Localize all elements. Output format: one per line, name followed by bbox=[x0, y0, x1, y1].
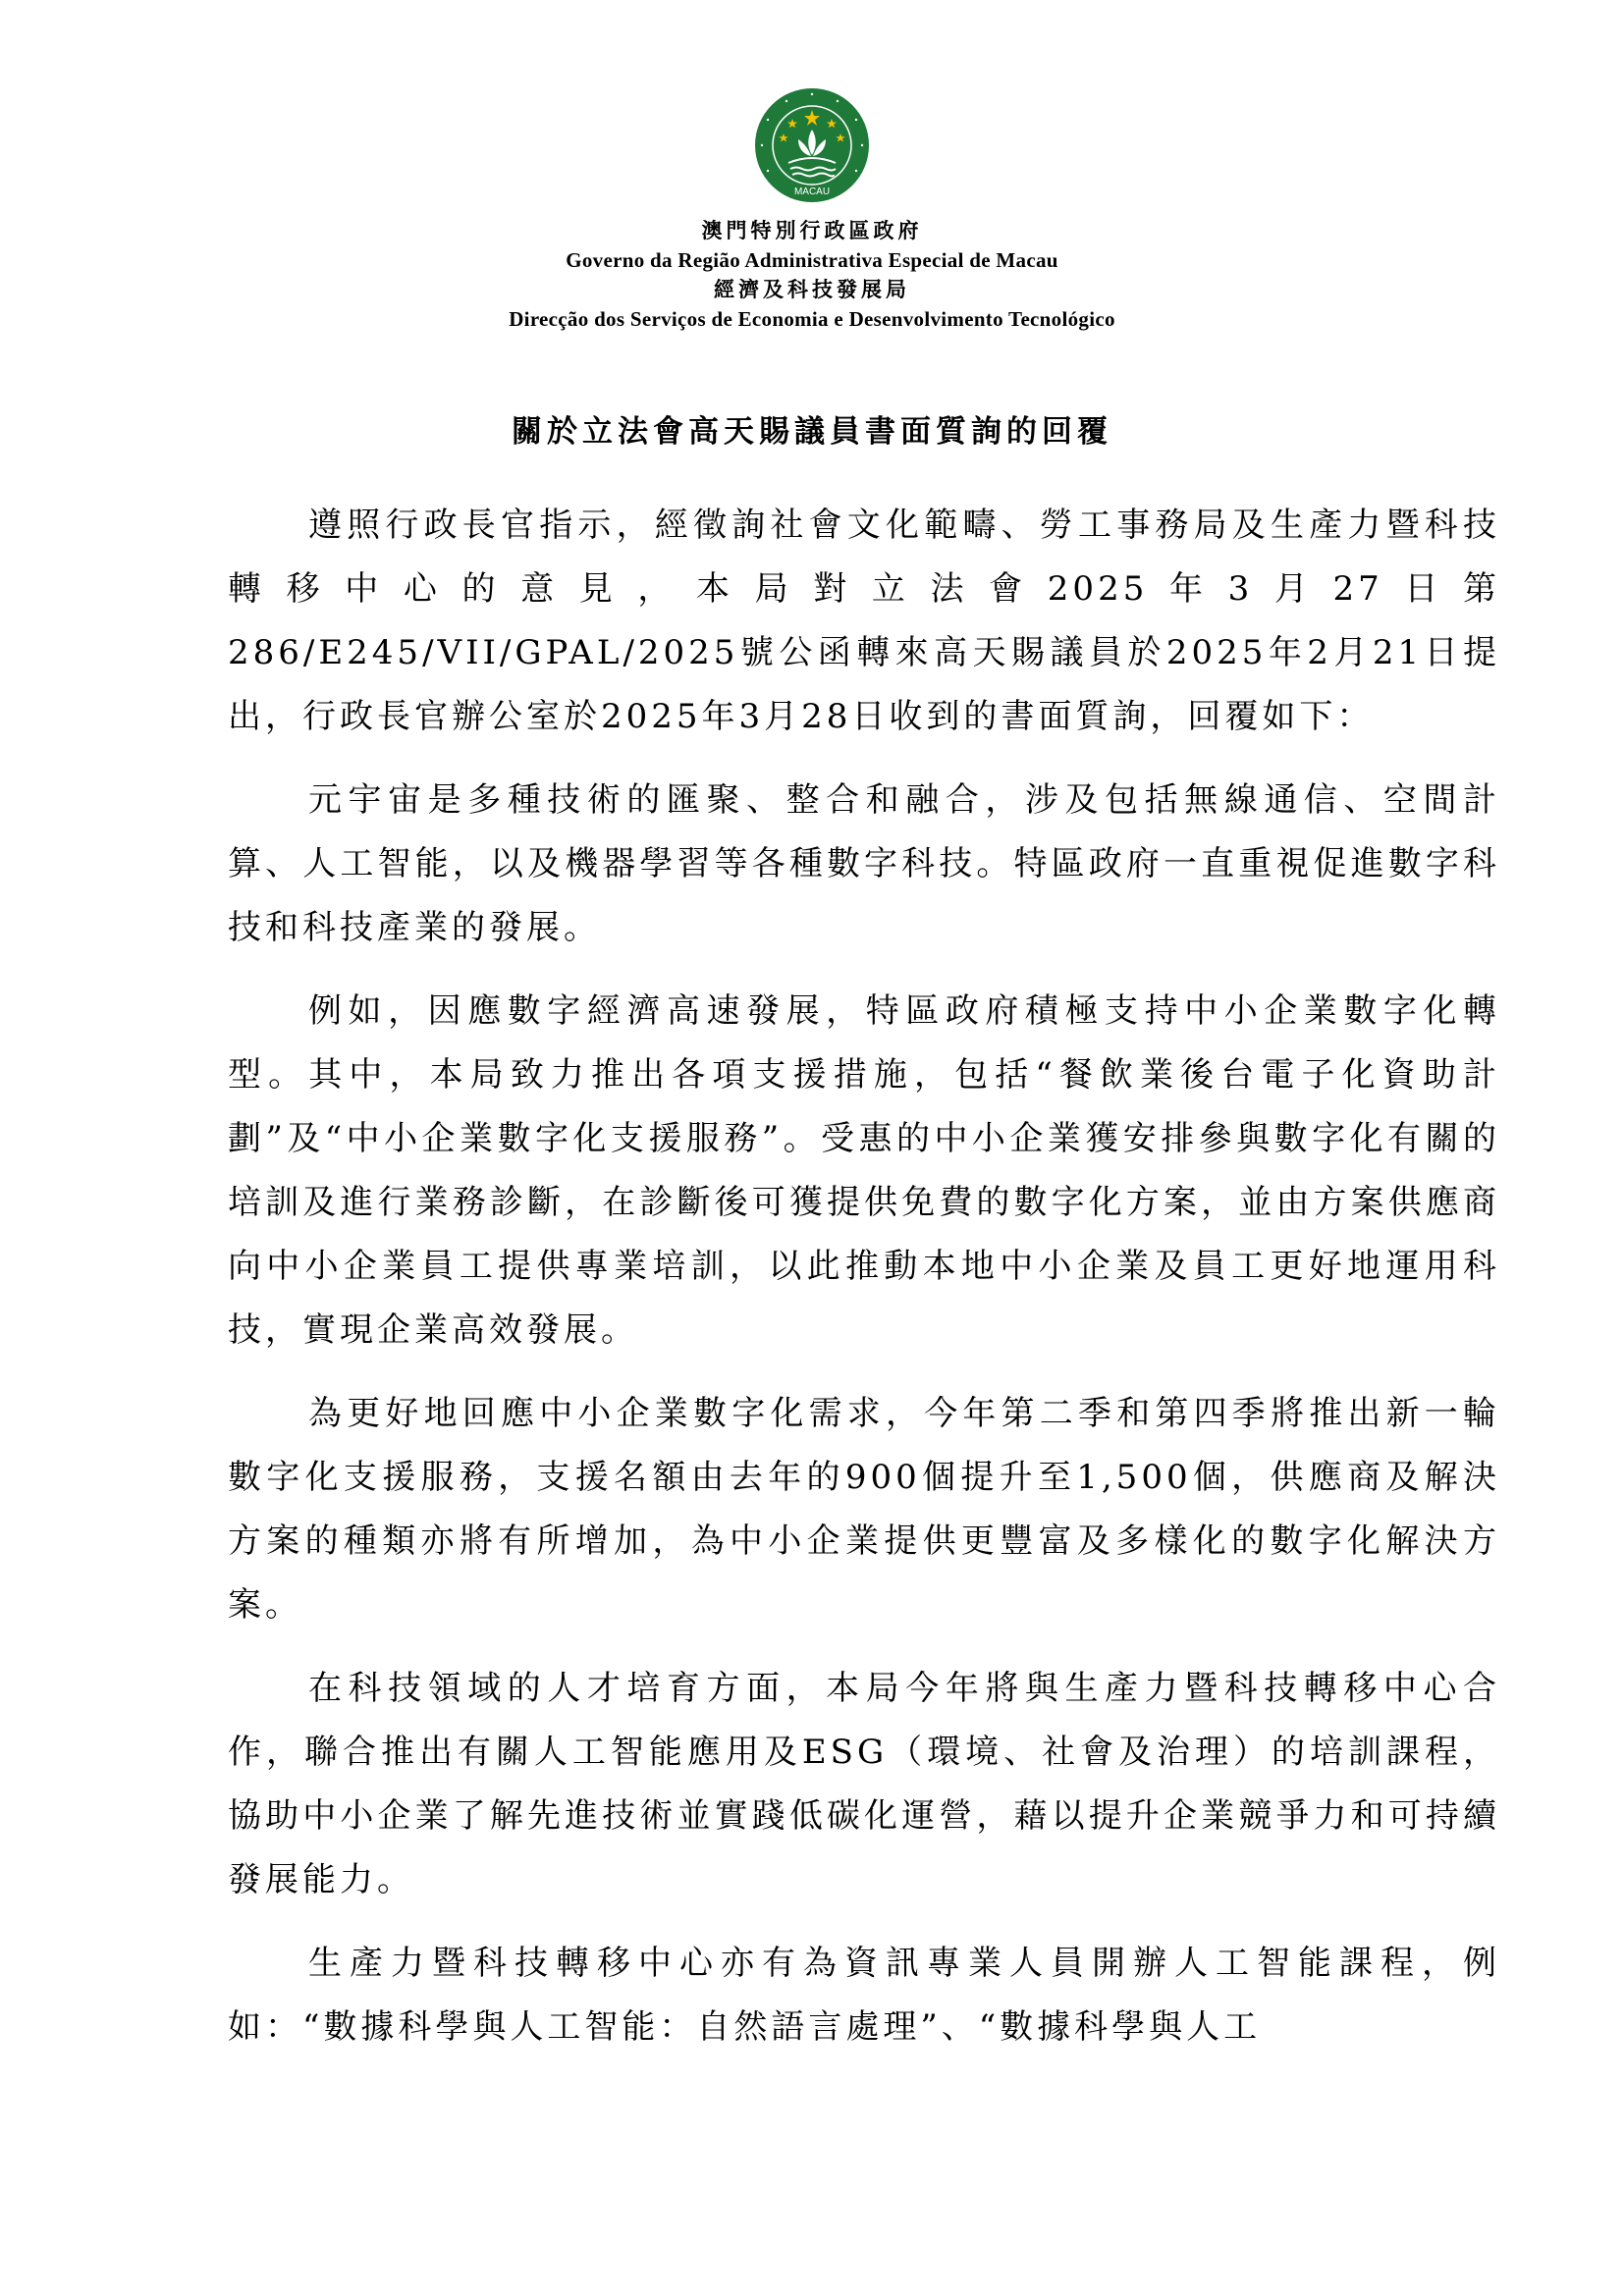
paragraph-intro: 遵照行政長官指示，經徵詢社會文化範疇、勞工事務局及生產力暨科技轉移中心的意見，本局對立法會2025年3月27日第286/E245/VII/GPAL/2025號公函轉來高天賜議員於2025年2月21日提出，行政長官辦公室於2025年3月28日收到的書面質詢，回覆如下： bbox=[228, 506, 1500, 736]
government-name-portuguese: Governo da Região Administrativa Especial de Macau bbox=[566, 248, 1058, 272]
paragraph-ai-courses: 生產力暨科技轉移中心亦有為資訊專業人員開辦人工智能課程，例如：“數據科學與人工智能：自然語言處理”、“數據科學與人工 bbox=[228, 1944, 1500, 2047]
letterhead bbox=[0, 216, 1624, 334]
department-name-chinese: 經濟及科技發展局 bbox=[714, 277, 910, 301]
paragraph-metaverse: 元宇宙是多種技術的匯聚、整合和融合，涉及包括無線通信、空間計算、人工智能，以及機器學習等各種數字科技。特區政府一直重視促進數字科技和科技產業的發展。 bbox=[228, 780, 1500, 947]
paragraph-sme-digitalization: 例如，因應數字經濟高速發展，特區政府積極支持中小企業數字化轉型。其中，本局致力推出各項支援措施，包括“餐飲業後台電子化資助計劃”及“中小企業數字化支援服務”。受惠的中小企業獲安排參與數字化有關的培訓及進行業務診斷，在診斷後可獲提供免費的數字化方案，並由方案供應商向中小企業員工提供專業培訓，以此推動本地中小企業及員工更好地運用科技，實現企業高效發展。 bbox=[228, 991, 1500, 1350]
macau-sar-emblem-icon bbox=[753, 86, 871, 204]
document-body bbox=[228, 494, 1500, 2079]
emblem-label: MACAU bbox=[793, 187, 831, 197]
document-title: 關於立法會高天賜議員書面質詢的回覆 bbox=[512, 414, 1112, 450]
paragraph-talent-training: 在科技領域的人才培育方面，本局今年將與生產力暨科技轉移中心合作，聯合推出有關人工智能應用及ESG（環境、社會及治理）的培訓課程，協助中小企業了解先進技術並實踐低碳化運營，藉以提升企業競爭力和可持續發展能力。 bbox=[228, 1669, 1500, 1899]
paragraph-new-support-round: 為更好地回應中小企業數字化需求，今年第二季和第四季將推出新一輪數字化支援服務，支援名額由去年的900個提升至1,500個，供應商及解決方案的種類亦將有所增加，為中小企業提供更豐富及多樣化的數字化解決方案。 bbox=[228, 1394, 1500, 1625]
department-name-portuguese: Direcção dos Serviços de Economia e Desenvolvimento Tecnológico bbox=[509, 307, 1115, 331]
emblem-graphic bbox=[753, 86, 871, 204]
government-name-chinese: 澳門特別行政區政府 bbox=[701, 218, 923, 242]
